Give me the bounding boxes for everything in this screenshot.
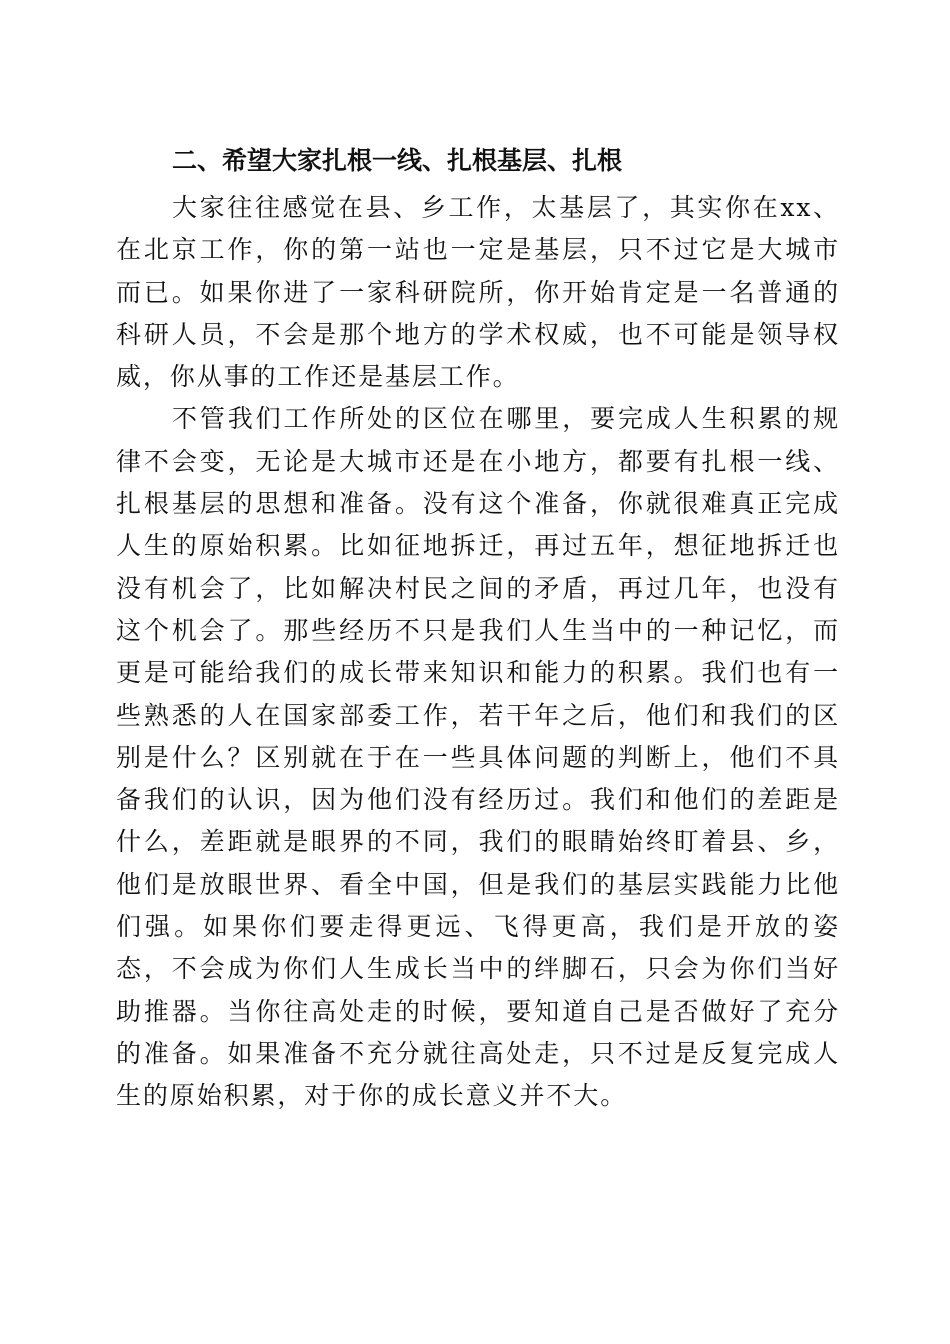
section-heading: 二、希望大家扎根一线、扎根基层、扎根 xyxy=(172,146,623,175)
document-body xyxy=(116,140,840,1118)
paragraph-2: 不管我们工作所处的区位在哪里，要完成人生积累的规律不会变，无论是大城市还是在小地方，都要有扎根一线、扎根基层的思想和准备。没有这个准备，你就很难真正完成人生的原始积累。比如征地拆迁，再过五年，想征地拆迁也没有机会了，比如解决村民之间的矛盾，再过几年，也没有这个机会了。那些经历不只是我们人生当中的一种记忆，而更是可能给我们的成长带来知识和能力的积累。我们也有一些熟悉的人在国家部委工作，若干年之后，他们和我们的区别是什么？区别就在于在一些具体问题的判断上，他们不具备我们的认识，因为他们没有经历过。我们和他们的差距是什么，差距就是眼界的不同，我们的眼睛始终盯着县、乡，他们是放眼世界、看全中国，但是我们的基层实践能力比他们强。如果你们要走得更远、飞得更高，我们是开放的姿态，不会成为你们人生成长当中的绊脚石，只会为你们当好助推器。当你往高处走的时候，要知道自己是否做好了充分的准备。如果准备不充分就往高处走，只不过是反复完成人生的原始积累，对于你的成长意义并不大。 xyxy=(116,404,840,1111)
paragraph-1: 大家往往感觉在县、乡工作，太基层了，其实你在xx、在北京工作，你的第一站也一定是基层，只不过它是大城市而已。如果你进了一家科研院所，你开始肯定是一名普通的科研人员，不会是那个地方的学术权威，也不可能是领导权威，你从事的工作还是基层工作。 xyxy=(116,193,840,392)
